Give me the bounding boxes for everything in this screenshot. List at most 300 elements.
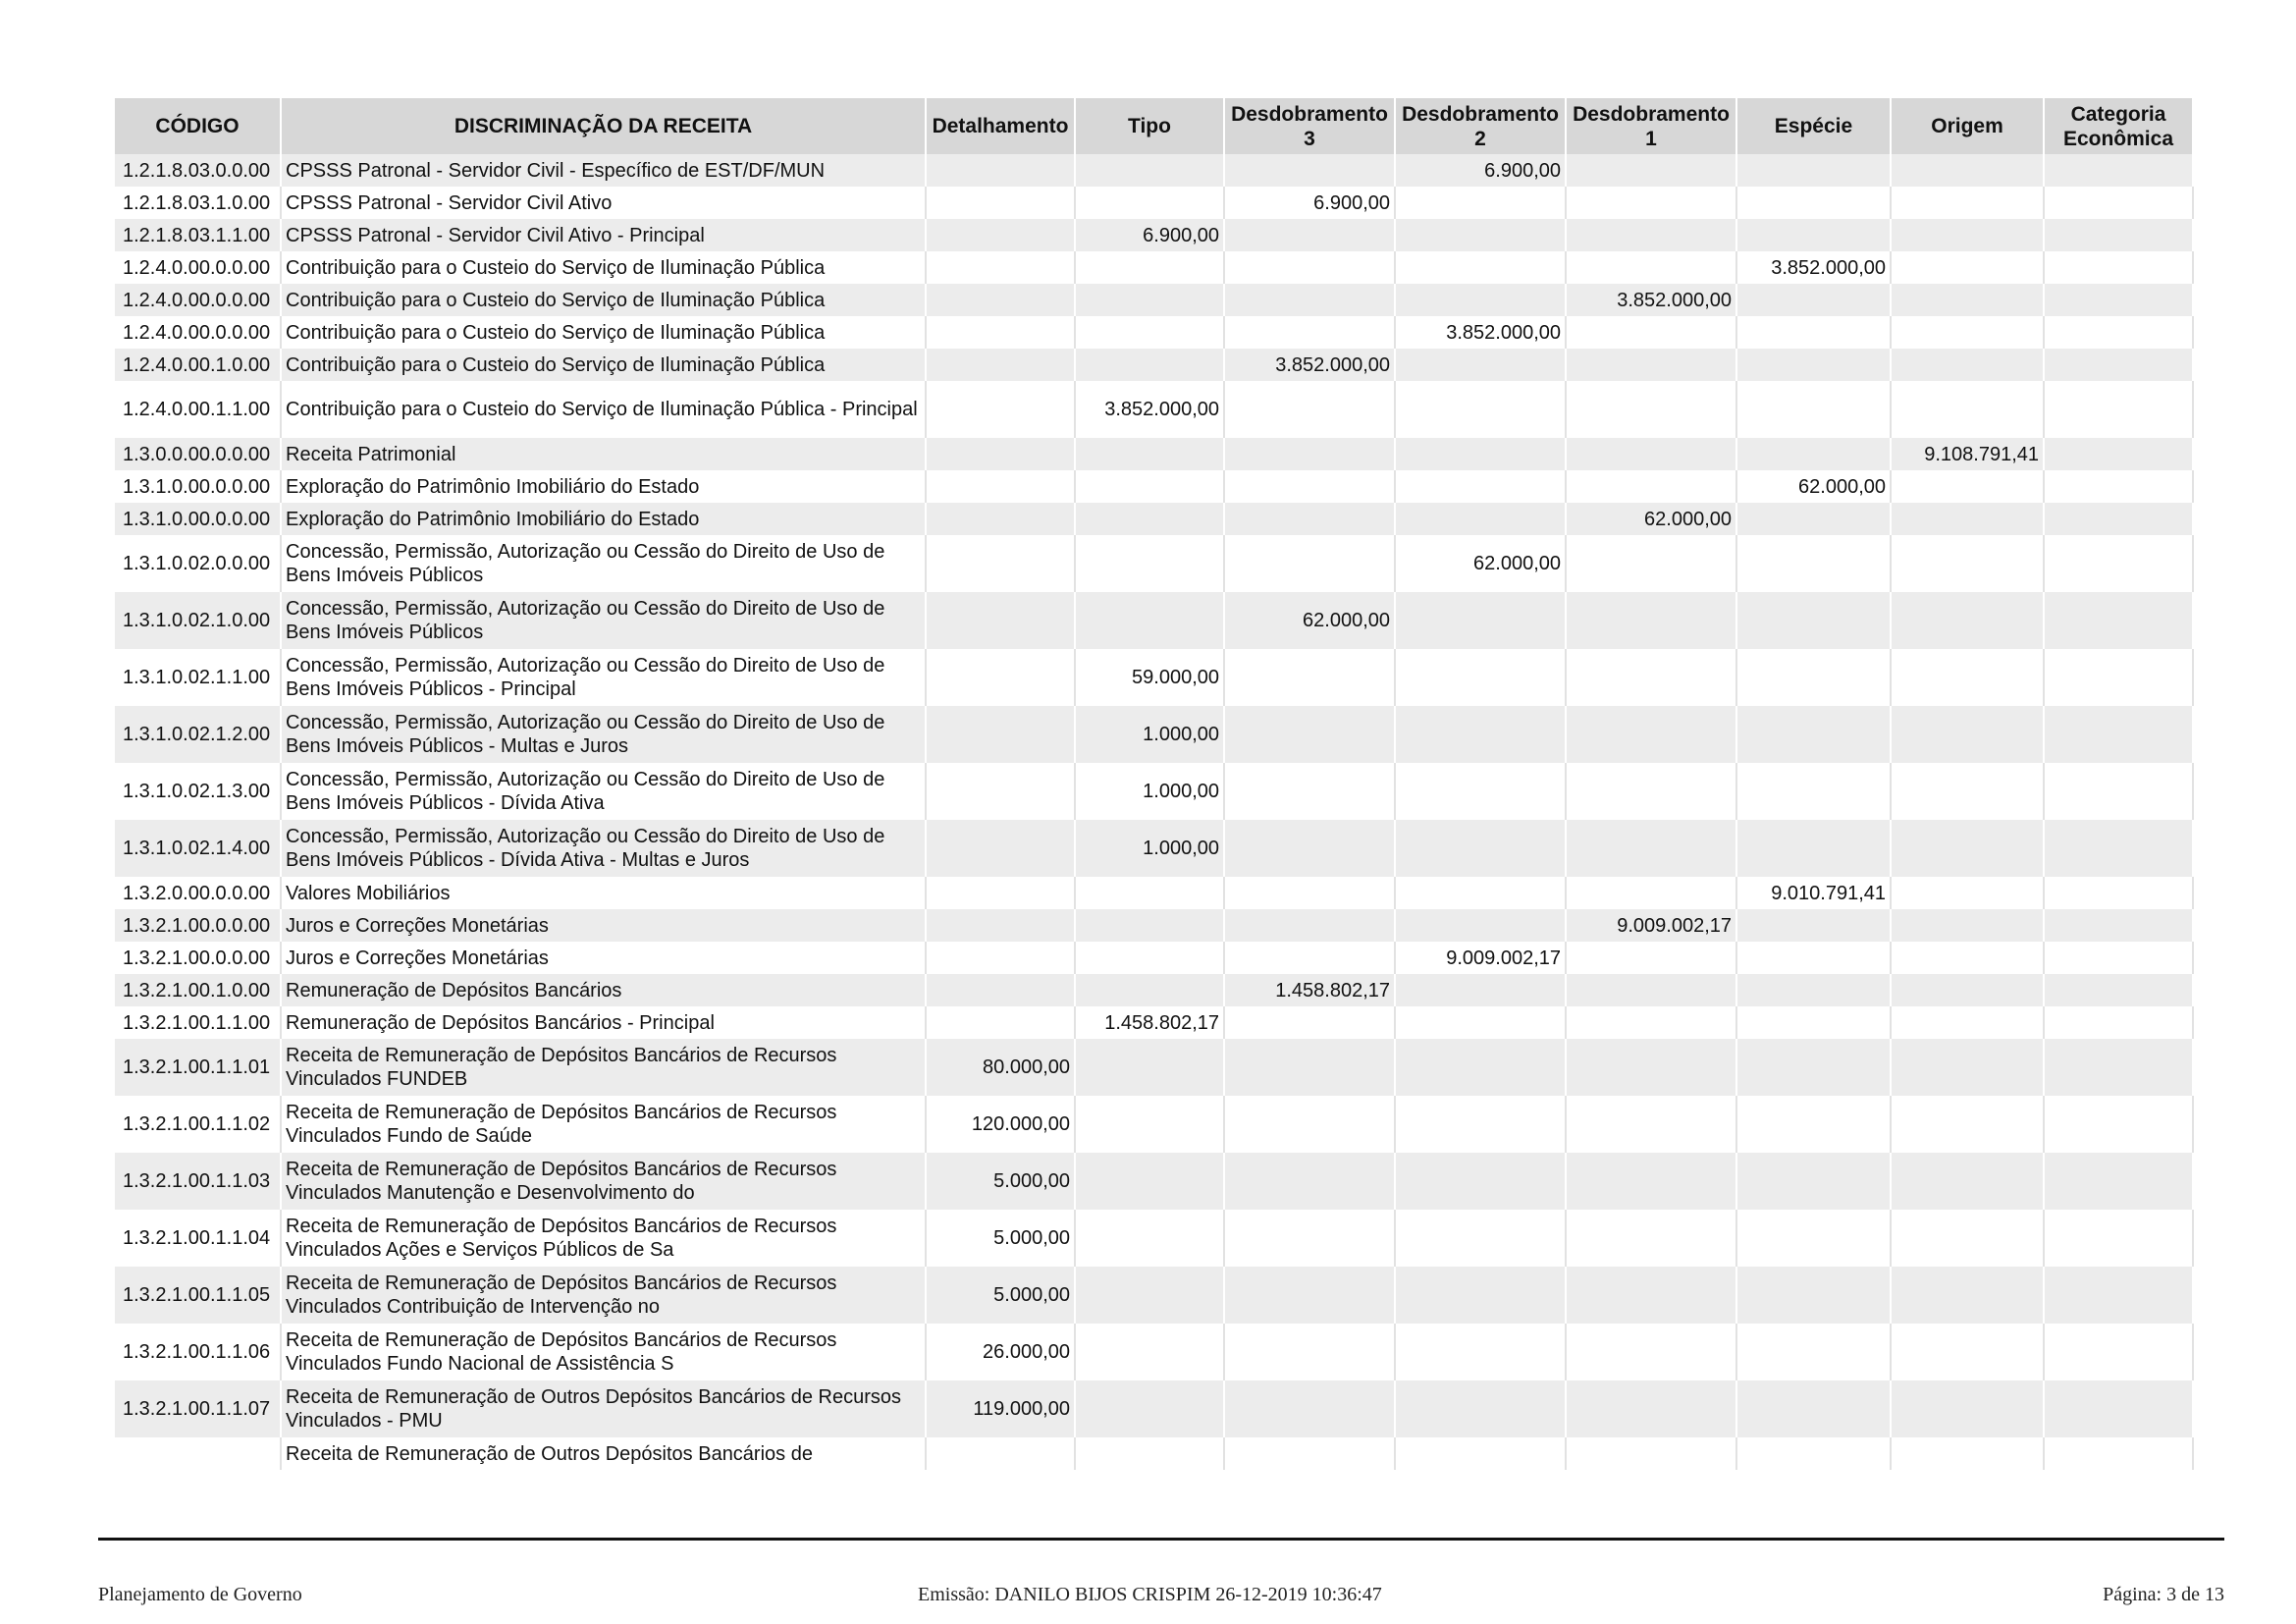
cell-especie	[1736, 503, 1891, 535]
header-especie: Espécie	[1736, 98, 1891, 154]
footer-emission: Emissão: DANILO BIJOS CRISPIM 26-12-2019 10:36:47	[918, 1584, 1382, 1605]
cell-detalhamento	[926, 649, 1075, 706]
cell-desdobramento-2	[1395, 1324, 1566, 1380]
cell-detalhamento	[926, 154, 1075, 187]
cell-categoria-economica	[2044, 1210, 2193, 1267]
cell-desdobramento-3: 62.000,00	[1224, 592, 1395, 649]
cell-codigo: 1.3.2.1.00.1.1.03	[115, 1153, 281, 1210]
footer-page-number: Página: 3 de 13	[2103, 1584, 2224, 1605]
cell-especie	[1736, 349, 1891, 381]
cell-especie	[1736, 284, 1891, 316]
cell-categoria-economica	[2044, 820, 2193, 877]
cell-desdobramento-3	[1224, 316, 1395, 349]
cell-desdobramento-2	[1395, 381, 1566, 438]
cell-categoria-economica	[2044, 1006, 2193, 1039]
cell-desdobramento-2	[1395, 592, 1566, 649]
cell-codigo: 1.2.1.8.03.0.0.00	[115, 154, 281, 187]
cell-especie	[1736, 1039, 1891, 1096]
cell-origem	[1891, 820, 2044, 877]
header-codigo: CÓDIGO	[115, 98, 281, 154]
cell-tipo: 59.000,00	[1075, 649, 1224, 706]
cell-codigo: 1.2.4.0.00.0.0.00	[115, 284, 281, 316]
cell-desdobramento-1	[1566, 1380, 1736, 1437]
cell-detalhamento	[926, 592, 1075, 649]
cell-desdobramento-3	[1224, 284, 1395, 316]
cell-origem	[1891, 284, 2044, 316]
table-row	[115, 1437, 2193, 1470]
cell-categoria-economica	[2044, 470, 2193, 503]
cell-desdobramento-1	[1566, 942, 1736, 974]
cell-origem	[1891, 251, 2044, 284]
cell-tipo: 1.000,00	[1075, 706, 1224, 763]
cell-especie	[1736, 1267, 1891, 1324]
cell-desdobramento-2: 3.852.000,00	[1395, 316, 1566, 349]
table-body	[115, 154, 2193, 1470]
cell-categoria-economica	[2044, 1267, 2193, 1324]
table-row	[115, 503, 2193, 535]
cell-desdobramento-2	[1395, 1267, 1566, 1324]
cell-detalhamento	[926, 470, 1075, 503]
cell-desdobramento-1: 3.852.000,00	[1566, 284, 1736, 316]
table-row	[115, 592, 2193, 649]
cell-desdobramento-2	[1395, 706, 1566, 763]
cell-codigo: 1.2.1.8.03.1.0.00	[115, 187, 281, 219]
cell-codigo: 1.3.2.1.00.1.1.07	[115, 1380, 281, 1437]
cell-origem	[1891, 763, 2044, 820]
cell-origem	[1891, 470, 2044, 503]
cell-codigo	[115, 1437, 281, 1470]
cell-discriminacao: Concessão, Permissão, Autorização ou Cessão do Direito de Uso de Bens Imóveis Públicos	[281, 535, 926, 592]
cell-especie	[1736, 942, 1891, 974]
cell-discriminacao: CPSSS Patronal - Servidor Civil - Específico de EST/DF/MUN	[281, 154, 926, 187]
cell-discriminacao: Concessão, Permissão, Autorização ou Cessão do Direito de Uso de Bens Imóveis Públicos - Dívida Ativa - Multas e Juros	[281, 820, 926, 877]
cell-categoria-economica	[2044, 974, 2193, 1006]
cell-discriminacao: Receita de Remuneração de Depósitos Bancários de Recursos Vinculados Fundo Nacional de Assistência S	[281, 1324, 926, 1380]
cell-desdobramento-1	[1566, 438, 1736, 470]
table-row	[115, 909, 2193, 942]
cell-discriminacao: Juros e Correções Monetárias	[281, 942, 926, 974]
cell-desdobramento-1	[1566, 592, 1736, 649]
cell-origem	[1891, 535, 2044, 592]
cell-codigo: 1.2.4.0.00.0.0.00	[115, 316, 281, 349]
cell-especie	[1736, 706, 1891, 763]
cell-desdobramento-2	[1395, 974, 1566, 1006]
cell-tipo: 1.458.802,17	[1075, 1006, 1224, 1039]
cell-discriminacao: Contribuição para o Custeio do Serviço de Iluminação Pública	[281, 316, 926, 349]
table-row	[115, 942, 2193, 974]
cell-desdobramento-3	[1224, 820, 1395, 877]
cell-desdobramento-1	[1566, 535, 1736, 592]
cell-desdobramento-3	[1224, 1153, 1395, 1210]
cell-desdobramento-2	[1395, 1210, 1566, 1267]
cell-desdobramento-2	[1395, 877, 1566, 909]
cell-desdobramento-2	[1395, 187, 1566, 219]
cell-categoria-economica	[2044, 763, 2193, 820]
cell-detalhamento	[926, 909, 1075, 942]
cell-desdobramento-1	[1566, 154, 1736, 187]
cell-detalhamento: 119.000,00	[926, 1380, 1075, 1437]
cell-origem	[1891, 706, 2044, 763]
cell-desdobramento-1	[1566, 470, 1736, 503]
cell-desdobramento-3	[1224, 154, 1395, 187]
cell-desdobramento-2	[1395, 763, 1566, 820]
cell-desdobramento-1	[1566, 649, 1736, 706]
cell-tipo	[1075, 1153, 1224, 1210]
cell-desdobramento-1	[1566, 974, 1736, 1006]
cell-origem	[1891, 877, 2044, 909]
cell-desdobramento-3	[1224, 909, 1395, 942]
cell-tipo	[1075, 877, 1224, 909]
cell-codigo: 1.3.0.0.00.0.0.00	[115, 438, 281, 470]
cell-especie	[1736, 1006, 1891, 1039]
cell-especie	[1736, 1437, 1891, 1470]
cell-origem	[1891, 1039, 2044, 1096]
cell-codigo: 1.3.2.1.00.0.0.00	[115, 942, 281, 974]
table-row	[115, 316, 2193, 349]
cell-detalhamento	[926, 284, 1075, 316]
cell-especie	[1736, 438, 1891, 470]
cell-tipo	[1075, 1324, 1224, 1380]
cell-especie	[1736, 592, 1891, 649]
cell-desdobramento-3	[1224, 1380, 1395, 1437]
cell-discriminacao: Receita de Remuneração de Depósitos Bancários de Recursos Vinculados Contribuição de Intervenção no	[281, 1267, 926, 1324]
cell-origem	[1891, 1096, 2044, 1153]
table-row	[115, 438, 2193, 470]
cell-discriminacao: Valores Mobiliários	[281, 877, 926, 909]
cell-tipo: 1.000,00	[1075, 820, 1224, 877]
cell-detalhamento	[926, 974, 1075, 1006]
cell-detalhamento	[926, 942, 1075, 974]
cell-discriminacao: Receita Patrimonial	[281, 438, 926, 470]
cell-discriminacao: Contribuição para o Custeio do Serviço de Iluminação Pública - Principal	[281, 381, 926, 438]
cell-categoria-economica	[2044, 349, 2193, 381]
cell-desdobramento-1	[1566, 1437, 1736, 1470]
cell-tipo: 6.900,00	[1075, 219, 1224, 251]
cell-desdobramento-3	[1224, 763, 1395, 820]
table-row	[115, 820, 2193, 877]
table-row	[115, 1096, 2193, 1153]
cell-especie	[1736, 535, 1891, 592]
cell-codigo: 1.3.2.1.00.0.0.00	[115, 909, 281, 942]
cell-desdobramento-2	[1395, 1437, 1566, 1470]
cell-desdobramento-2	[1395, 1153, 1566, 1210]
cell-desdobramento-2: 6.900,00	[1395, 154, 1566, 187]
table-row	[115, 187, 2193, 219]
cell-discriminacao: CPSSS Patronal - Servidor Civil Ativo - Principal	[281, 219, 926, 251]
cell-origem	[1891, 909, 2044, 942]
header-desdobramento-1: Desdobramento 1	[1566, 98, 1736, 154]
table-row	[115, 649, 2193, 706]
cell-especie: 3.852.000,00	[1736, 251, 1891, 284]
cell-categoria-economica	[2044, 316, 2193, 349]
cell-discriminacao: Contribuição para o Custeio do Serviço de Iluminação Pública	[281, 349, 926, 381]
cell-desdobramento-2	[1395, 1380, 1566, 1437]
cell-desdobramento-3	[1224, 877, 1395, 909]
cell-desdobramento-3: 6.900,00	[1224, 187, 1395, 219]
cell-desdobramento-1	[1566, 251, 1736, 284]
cell-discriminacao: Receita de Remuneração de Depósitos Bancários de Recursos Vinculados Ações e Serviços Públicos de Sa	[281, 1210, 926, 1267]
table-row	[115, 381, 2193, 438]
cell-desdobramento-2	[1395, 1039, 1566, 1096]
cell-detalhamento: 26.000,00	[926, 1324, 1075, 1380]
cell-desdobramento-1	[1566, 763, 1736, 820]
table-row	[115, 1039, 2193, 1096]
cell-categoria-economica	[2044, 1324, 2193, 1380]
cell-desdobramento-2	[1395, 251, 1566, 284]
cell-detalhamento	[926, 503, 1075, 535]
cell-especie	[1736, 649, 1891, 706]
cell-origem	[1891, 974, 2044, 1006]
cell-desdobramento-3	[1224, 1267, 1395, 1324]
cell-desdobramento-3	[1224, 649, 1395, 706]
cell-detalhamento	[926, 349, 1075, 381]
table-row	[115, 349, 2193, 381]
cell-desdobramento-3	[1224, 942, 1395, 974]
cell-desdobramento-3: 3.852.000,00	[1224, 349, 1395, 381]
cell-discriminacao: Receita de Remuneração de Depósitos Bancários de Recursos Vinculados Fundo de Saúde	[281, 1096, 926, 1153]
header-categoria-economica: Categoria Econômica	[2044, 98, 2193, 154]
cell-tipo	[1075, 974, 1224, 1006]
cell-desdobramento-1	[1566, 316, 1736, 349]
cell-origem	[1891, 316, 2044, 349]
cell-desdobramento-1	[1566, 381, 1736, 438]
cell-origem	[1891, 381, 2044, 438]
cell-especie	[1736, 1380, 1891, 1437]
table-row	[115, 470, 2193, 503]
cell-desdobramento-2	[1395, 284, 1566, 316]
cell-categoria-economica	[2044, 438, 2193, 470]
cell-detalhamento: 5.000,00	[926, 1267, 1075, 1324]
cell-desdobramento-3	[1224, 535, 1395, 592]
cell-desdobramento-3	[1224, 438, 1395, 470]
footer-divider	[98, 1538, 2224, 1541]
cell-desdobramento-1	[1566, 219, 1736, 251]
cell-codigo: 1.3.2.1.00.1.1.05	[115, 1267, 281, 1324]
table-row	[115, 1210, 2193, 1267]
cell-categoria-economica	[2044, 942, 2193, 974]
cell-especie	[1736, 154, 1891, 187]
table-row	[115, 219, 2193, 251]
cell-tipo	[1075, 1380, 1224, 1437]
cell-desdobramento-3	[1224, 1096, 1395, 1153]
cell-origem	[1891, 1153, 2044, 1210]
cell-especie	[1736, 187, 1891, 219]
cell-detalhamento	[926, 535, 1075, 592]
header-tipo: Tipo	[1075, 98, 1224, 154]
cell-origem	[1891, 592, 2044, 649]
cell-detalhamento	[926, 1437, 1075, 1470]
footer-department: Planejamento de Governo	[98, 1584, 302, 1605]
cell-especie	[1736, 763, 1891, 820]
table-row	[115, 1267, 2193, 1324]
cell-codigo: 1.3.1.0.02.1.3.00	[115, 763, 281, 820]
cell-desdobramento-2	[1395, 503, 1566, 535]
cell-categoria-economica	[2044, 706, 2193, 763]
cell-origem	[1891, 942, 2044, 974]
cell-categoria-economica	[2044, 1380, 2193, 1437]
cell-desdobramento-3: 1.458.802,17	[1224, 974, 1395, 1006]
cell-especie	[1736, 1096, 1891, 1153]
cell-categoria-economica	[2044, 1039, 2193, 1096]
cell-categoria-economica	[2044, 219, 2193, 251]
cell-codigo: 1.3.1.0.02.1.0.00	[115, 592, 281, 649]
table-row	[115, 1153, 2193, 1210]
cell-discriminacao: Receita de Remuneração de Depósitos Bancários de Recursos Vinculados FUNDEB	[281, 1039, 926, 1096]
cell-detalhamento	[926, 316, 1075, 349]
cell-codigo: 1.2.4.0.00.0.0.00	[115, 251, 281, 284]
cell-desdobramento-3	[1224, 470, 1395, 503]
cell-desdobramento-1	[1566, 1324, 1736, 1380]
cell-discriminacao: Contribuição para o Custeio do Serviço de Iluminação Pública	[281, 284, 926, 316]
cell-desdobramento-3	[1224, 1437, 1395, 1470]
header-detalhamento: Detalhamento	[926, 98, 1075, 154]
cell-categoria-economica	[2044, 187, 2193, 219]
cell-detalhamento	[926, 706, 1075, 763]
cell-desdobramento-1	[1566, 1096, 1736, 1153]
cell-origem	[1891, 219, 2044, 251]
cell-codigo: 1.3.1.0.02.1.2.00	[115, 706, 281, 763]
cell-desdobramento-3	[1224, 1006, 1395, 1039]
cell-categoria-economica	[2044, 535, 2193, 592]
table-row	[115, 284, 2193, 316]
cell-desdobramento-3	[1224, 706, 1395, 763]
cell-origem	[1891, 649, 2044, 706]
header-discriminacao: DISCRIMINAÇÃO DA RECEITA	[281, 98, 926, 154]
cell-desdobramento-3	[1224, 1324, 1395, 1380]
cell-detalhamento: 5.000,00	[926, 1153, 1075, 1210]
cell-desdobramento-3	[1224, 219, 1395, 251]
cell-detalhamento: 120.000,00	[926, 1096, 1075, 1153]
cell-categoria-economica	[2044, 503, 2193, 535]
cell-categoria-economica	[2044, 909, 2193, 942]
cell-origem	[1891, 1324, 2044, 1380]
cell-detalhamento	[926, 438, 1075, 470]
cell-categoria-economica	[2044, 877, 2193, 909]
cell-codigo: 1.3.2.1.00.1.1.00	[115, 1006, 281, 1039]
cell-codigo: 1.3.2.1.00.1.1.02	[115, 1096, 281, 1153]
cell-desdobramento-2	[1395, 349, 1566, 381]
cell-discriminacao: Remuneração de Depósitos Bancários - Principal	[281, 1006, 926, 1039]
header-origem: Origem	[1891, 98, 2044, 154]
header-desdobramento-2: Desdobramento 2	[1395, 98, 1566, 154]
cell-discriminacao: Concessão, Permissão, Autorização ou Cessão do Direito de Uso de Bens Imóveis Públicos - Multas e Juros	[281, 706, 926, 763]
table-row	[115, 1324, 2193, 1380]
cell-origem	[1891, 1210, 2044, 1267]
cell-desdobramento-2: 62.000,00	[1395, 535, 1566, 592]
cell-desdobramento-2: 9.009.002,17	[1395, 942, 1566, 974]
table-row	[115, 1380, 2193, 1437]
cell-tipo: 3.852.000,00	[1075, 381, 1224, 438]
cell-detalhamento	[926, 219, 1075, 251]
cell-origem	[1891, 187, 2044, 219]
cell-detalhamento	[926, 1006, 1075, 1039]
cell-tipo	[1075, 284, 1224, 316]
cell-desdobramento-1	[1566, 1153, 1736, 1210]
table-header	[115, 98, 2193, 154]
cell-tipo: 1.000,00	[1075, 763, 1224, 820]
cell-discriminacao: Receita de Remuneração de Outros Depósitos Bancários de Recursos Vinculados - PMU	[281, 1380, 926, 1437]
cell-tipo	[1075, 909, 1224, 942]
cell-discriminacao: Juros e Correções Monetárias	[281, 909, 926, 942]
cell-desdobramento-1	[1566, 187, 1736, 219]
cell-desdobramento-2	[1395, 438, 1566, 470]
cell-codigo: 1.2.4.0.00.1.0.00	[115, 349, 281, 381]
table-row	[115, 706, 2193, 763]
cell-categoria-economica	[2044, 1153, 2193, 1210]
cell-desdobramento-3	[1224, 1039, 1395, 1096]
cell-especie	[1736, 381, 1891, 438]
cell-desdobramento-2	[1395, 909, 1566, 942]
cell-codigo: 1.3.1.0.02.0.0.00	[115, 535, 281, 592]
cell-codigo: 1.2.1.8.03.1.1.00	[115, 219, 281, 251]
cell-desdobramento-2	[1395, 470, 1566, 503]
cell-discriminacao: Exploração do Patrimônio Imobiliário do Estado	[281, 470, 926, 503]
revenue-table	[115, 98, 2194, 1470]
cell-desdobramento-1	[1566, 1039, 1736, 1096]
table-row	[115, 535, 2193, 592]
cell-codigo: 1.3.1.0.02.1.1.00	[115, 649, 281, 706]
cell-especie	[1736, 1153, 1891, 1210]
cell-detalhamento	[926, 820, 1075, 877]
cell-tipo	[1075, 942, 1224, 974]
cell-codigo: 1.3.1.0.00.0.0.00	[115, 470, 281, 503]
cell-codigo: 1.3.1.0.00.0.0.00	[115, 503, 281, 535]
table-row	[115, 1006, 2193, 1039]
cell-categoria-economica	[2044, 284, 2193, 316]
cell-detalhamento	[926, 877, 1075, 909]
cell-tipo	[1075, 154, 1224, 187]
cell-desdobramento-1	[1566, 820, 1736, 877]
cell-codigo: 1.3.2.1.00.1.1.06	[115, 1324, 281, 1380]
cell-origem	[1891, 1006, 2044, 1039]
cell-especie	[1736, 909, 1891, 942]
cell-tipo	[1075, 1039, 1224, 1096]
cell-categoria-economica	[2044, 1096, 2193, 1153]
cell-especie	[1736, 219, 1891, 251]
cell-desdobramento-2	[1395, 1096, 1566, 1153]
cell-discriminacao: Remuneração de Depósitos Bancários	[281, 974, 926, 1006]
cell-especie: 62.000,00	[1736, 470, 1891, 503]
cell-origem	[1891, 1437, 2044, 1470]
cell-origem	[1891, 1380, 2044, 1437]
cell-tipo	[1075, 1267, 1224, 1324]
cell-tipo	[1075, 349, 1224, 381]
cell-origem	[1891, 503, 2044, 535]
cell-especie	[1736, 820, 1891, 877]
cell-discriminacao: Concessão, Permissão, Autorização ou Cessão do Direito de Uso de Bens Imóveis Públicos	[281, 592, 926, 649]
cell-categoria-economica	[2044, 1437, 2193, 1470]
cell-detalhamento	[926, 251, 1075, 284]
cell-discriminacao: Concessão, Permissão, Autorização ou Cessão do Direito de Uso de Bens Imóveis Públicos - Dívida Ativa	[281, 763, 926, 820]
cell-especie	[1736, 1210, 1891, 1267]
cell-detalhamento	[926, 187, 1075, 219]
cell-especie	[1736, 316, 1891, 349]
cell-detalhamento	[926, 381, 1075, 438]
table-row	[115, 154, 2193, 187]
cell-tipo	[1075, 503, 1224, 535]
cell-detalhamento: 5.000,00	[926, 1210, 1075, 1267]
cell-desdobramento-2	[1395, 219, 1566, 251]
cell-desdobramento-1	[1566, 877, 1736, 909]
cell-codigo: 1.3.2.1.00.1.0.00	[115, 974, 281, 1006]
cell-desdobramento-2	[1395, 1006, 1566, 1039]
cell-categoria-economica	[2044, 649, 2193, 706]
cell-tipo	[1075, 1210, 1224, 1267]
header-desdobramento-3: Desdobramento 3	[1224, 98, 1395, 154]
cell-tipo	[1075, 1437, 1224, 1470]
cell-codigo: 1.3.2.1.00.1.1.04	[115, 1210, 281, 1267]
cell-tipo	[1075, 592, 1224, 649]
